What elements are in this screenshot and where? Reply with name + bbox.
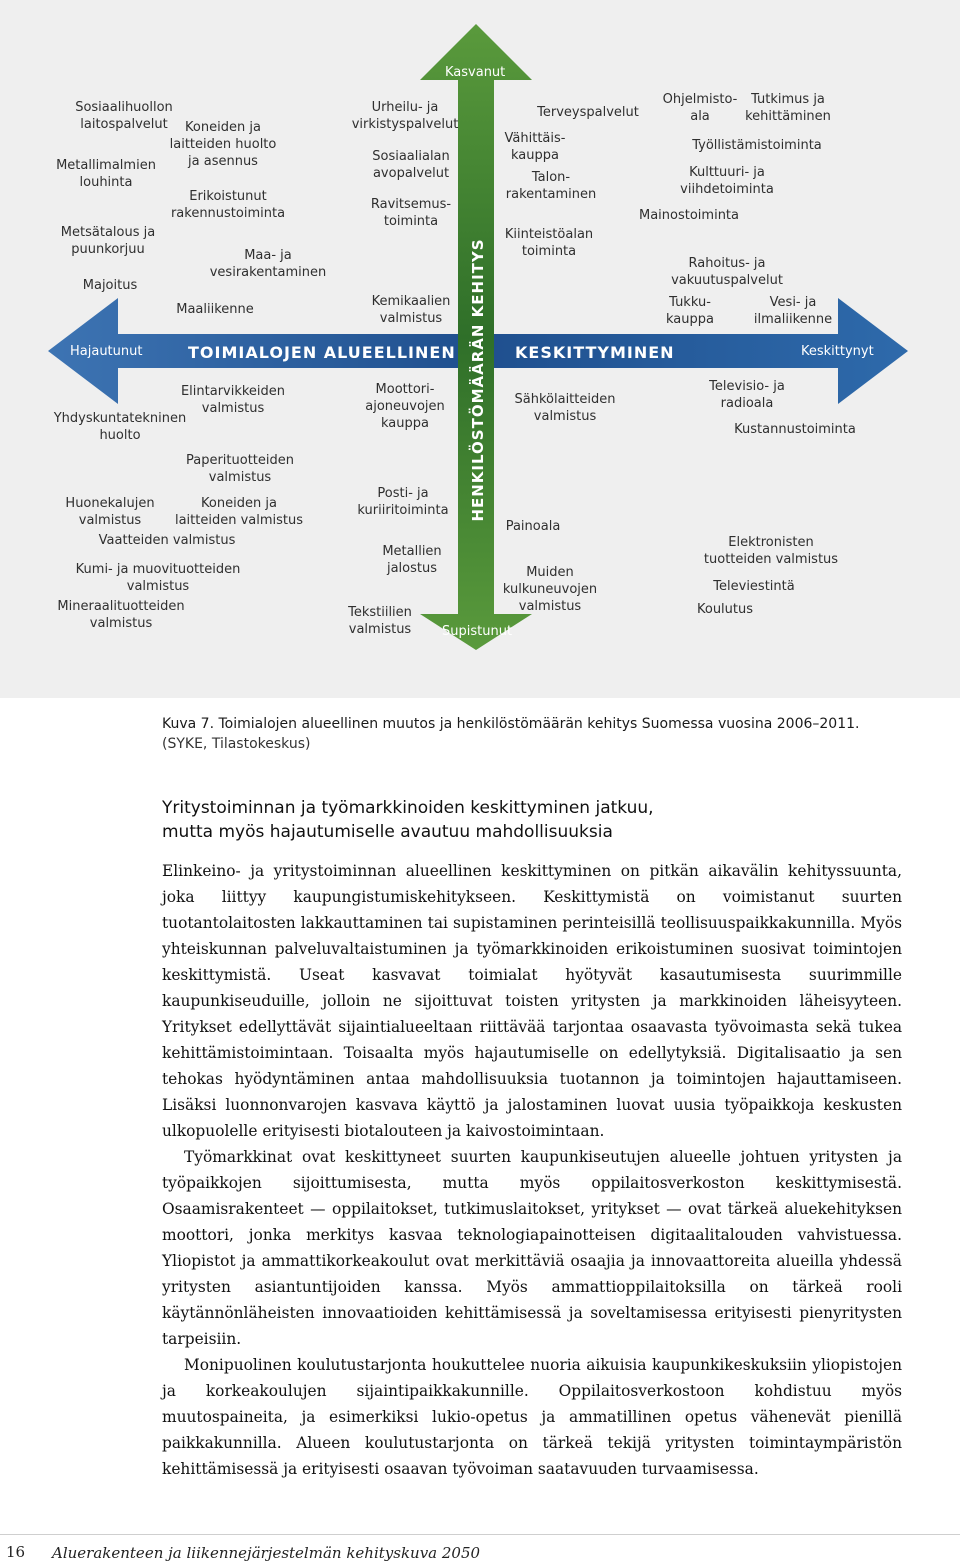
industry-label: Talon- rakentaminen (505, 170, 597, 202)
industry-label: Sähkölaitteiden valmistus (514, 392, 616, 424)
footer-title: Aluerakenteen ja liikennejärjestelmän kehityskuva 2050 (52, 1544, 481, 1562)
industry-label: Muiden kulkuneuvojen valmistus (502, 565, 598, 614)
industry-label: Posti- ja kuriiritoiminta (357, 486, 449, 518)
axis-bottom-label: Supistunut (442, 624, 513, 639)
industry-label: Mineraalituotteiden valmistus (57, 599, 185, 631)
industry-label: Maaliikenne (176, 302, 254, 317)
caption-source: (SYKE, Tilastokeskus) (162, 736, 311, 752)
figure-caption (162, 714, 912, 754)
industry-label: Mainostoiminta (638, 208, 740, 223)
industry-label: Sosiaalialan avopalvelut (372, 149, 450, 181)
industry-label: Kumi- ja muovituotteiden valmistus (75, 562, 241, 594)
industry-label: Huonekalujen valmistus (65, 496, 155, 528)
industry-label: Tukku- kauppa (666, 295, 714, 327)
body-text (162, 858, 902, 1482)
axis-right-label: Keskittynyt (801, 344, 874, 359)
section-heading (162, 796, 902, 844)
industry-label: Koneiden ja laitteiden huolto ja asennus (169, 120, 277, 169)
industry-label: Televiestintä (713, 579, 795, 594)
industry-label: Kiinteistöalan toiminta (504, 227, 594, 259)
industry-label: Vähittäis- kauppa (504, 131, 566, 163)
horizontal-title-left: TOIMIALOJEN ALUEELLINEN (188, 343, 456, 362)
industry-label: Urheilu- ja virkistyspalvelut (351, 100, 459, 132)
industry-label: Työllistämistoiminta (692, 138, 822, 153)
industry-label: Vaatteiden valmistus (98, 533, 236, 548)
industry-label: Kulttuuri- ja viihdetoiminta (680, 165, 774, 197)
industry-label: Metallien jalostus (382, 544, 442, 576)
industry-label: Paperituotteiden valmistus (185, 453, 295, 485)
horizontal-title-right: KESKITTYMINEN (515, 343, 675, 362)
industry-label: Koneiden ja laitteiden valmistus (174, 496, 304, 528)
industry-label: Vesi- ja ilmaliikenne (753, 295, 833, 327)
heading-line-1: Yritystoiminnan ja työmarkkinoiden keskittyminen jatkuu, (162, 798, 654, 818)
industry-label: Sosiaalihuollon laitospalvelut (75, 100, 173, 132)
paragraph: Työmarkkinat ovat keskittyneet suurten kaupunkiseutujen alueelle johtuen yritysten ja työpaikkojen sijoittumisesta, mutta myös oppilaitosverkoston keskittymisestä. Osaamisrakenteet — oppilaitokset, tutkimuslaitokset, yritykset — ovat tärkeä aluekehityksen moottori, jonka merkitys kasvaa teknologiapainotteisen digitaalitalouden vahvistuessa. Yliopistot ja ammattikorkeakoulut ovat merkittäviä osaajia ja innovaattoreita alueilla yhdessä yritysten asiantuntijoiden kanssa. Myös ammattioppilaitoksilla on tärkeä rooli käytännönläheisten innovaatioiden kehittämisessä ja soveltamisessa erityisesti pienyritysten tarpeisiin. (162, 1148, 902, 1348)
paragraph: Monipuolinen koulutustarjonta houkuttelee nuoria aikuisia kaupunkikeskuksiin yliopistojen ja korkeakoulujen sijaintipaikkakunnille. Oppilaitosverkostoon kohdistuu myös muutospaineita, ja esimerkiksi lukio-opetus ja ammatillinen opetus vähenevät pienillä paikkakunnilla. Alueen koulutustarjonta on tärkeä tekijä yritysten toimintaympäristön kehittämisessä ja erityisesti osaavan työvoiman saatavuuden turvaamisessa. (162, 1356, 902, 1478)
industry-label: Painoala (505, 519, 561, 534)
industry-label: Elintarvikkeiden valmistus (180, 384, 286, 416)
industry-label: Tekstiilien valmistus (348, 605, 412, 637)
industry-label: Metsätalous ja puunkorjuu (60, 225, 156, 257)
industry-label: Terveyspalvelut (537, 105, 639, 120)
industry-label: Majoitus (82, 278, 138, 293)
industry-label: Yhdyskuntatekninen huolto (53, 411, 187, 443)
industry-label: Kemikaalien valmistus (371, 294, 451, 326)
industry-label: Tutkimus ja kehittäminen (745, 92, 831, 124)
industry-label: Moottori- ajoneuvojen kauppa (365, 382, 445, 431)
industry-label: Ohjelmisto- ala (662, 92, 738, 124)
industry-label: Koulutus (696, 602, 754, 617)
page-number: 16 (6, 1543, 26, 1561)
caption-main: Kuva 7. Toimialojen alueellinen muutos ja henkilöstömäärän kehitys Suomessa vuosina 2006–2011. (162, 716, 860, 732)
paragraph: Elinkeino- ja yritystoiminnan alueellinen keskittyminen on pitkän aikavälin kehityssuunta, joka liittyy kaupungistumiskehitykseen. Keskittymistä on voimistanut suurten tuotantolaitosten lakkauttaminen tai supistaminen perinteisillä teollisuuspaikkakunnilla. Myös yhteiskunnan palveluvaltaistuminen ja työmarkkinoiden erikoistuminen suosivat toimintojen keskittymistä. Useat kasvavat toimialat hyötyvät kasautumisesta suurimmille kaupunkiseuduille, jolloin ne sijoittuvat toisten yritysten ja markkinoiden läheisyyteen. Yritykset edellyttävät sijaintialueeltaan riittävää tarjontaa osaavasta työvoimasta sekä tukea kehittämistoimintaan. Toisaalta myös hajautumiselle on edellytyksiä. Digitalisaatio ja sen tehokas hyödyntäminen antaa mahdollisuuksia tuotannon ja toimintojen hajauttamiseen. Lisäksi luonnonvarojen kasvava käyttö ja jalostaminen luovat uusia työpaikkoja keskusten ulkopuolelle erityisesti biotalouteen ja kaivostoimintaan. (162, 862, 902, 1140)
industry-label: Televisio- ja radioala (709, 379, 785, 411)
axis-top-label: Kasvanut (445, 65, 506, 80)
heading-line-2: mutta myös hajautumiselle avautuu mahdollisuuksia (162, 822, 613, 842)
footer-divider (0, 1534, 960, 1535)
industry-label: Maa- ja vesirakentaminen (209, 248, 327, 280)
industry-label: Rahoitus- ja vakuutuspalvelut (671, 256, 783, 288)
industry-label: Ravitsemus- toiminta (370, 197, 452, 229)
vertical-title: HENKILÖSTÖMÄÄRÄN KEHITYS (469, 238, 487, 522)
industry-label: Kustannustoiminta (734, 422, 856, 437)
industry-label: Metallimalmien louhinta (56, 158, 156, 190)
axis-left-label: Hajautunut (70, 344, 143, 359)
quadrant-figure (0, 0, 960, 698)
industry-label: Erikoistunut rakennustoiminta (170, 189, 286, 221)
industry-label: Elektronisten tuotteiden valmistus (703, 535, 839, 567)
